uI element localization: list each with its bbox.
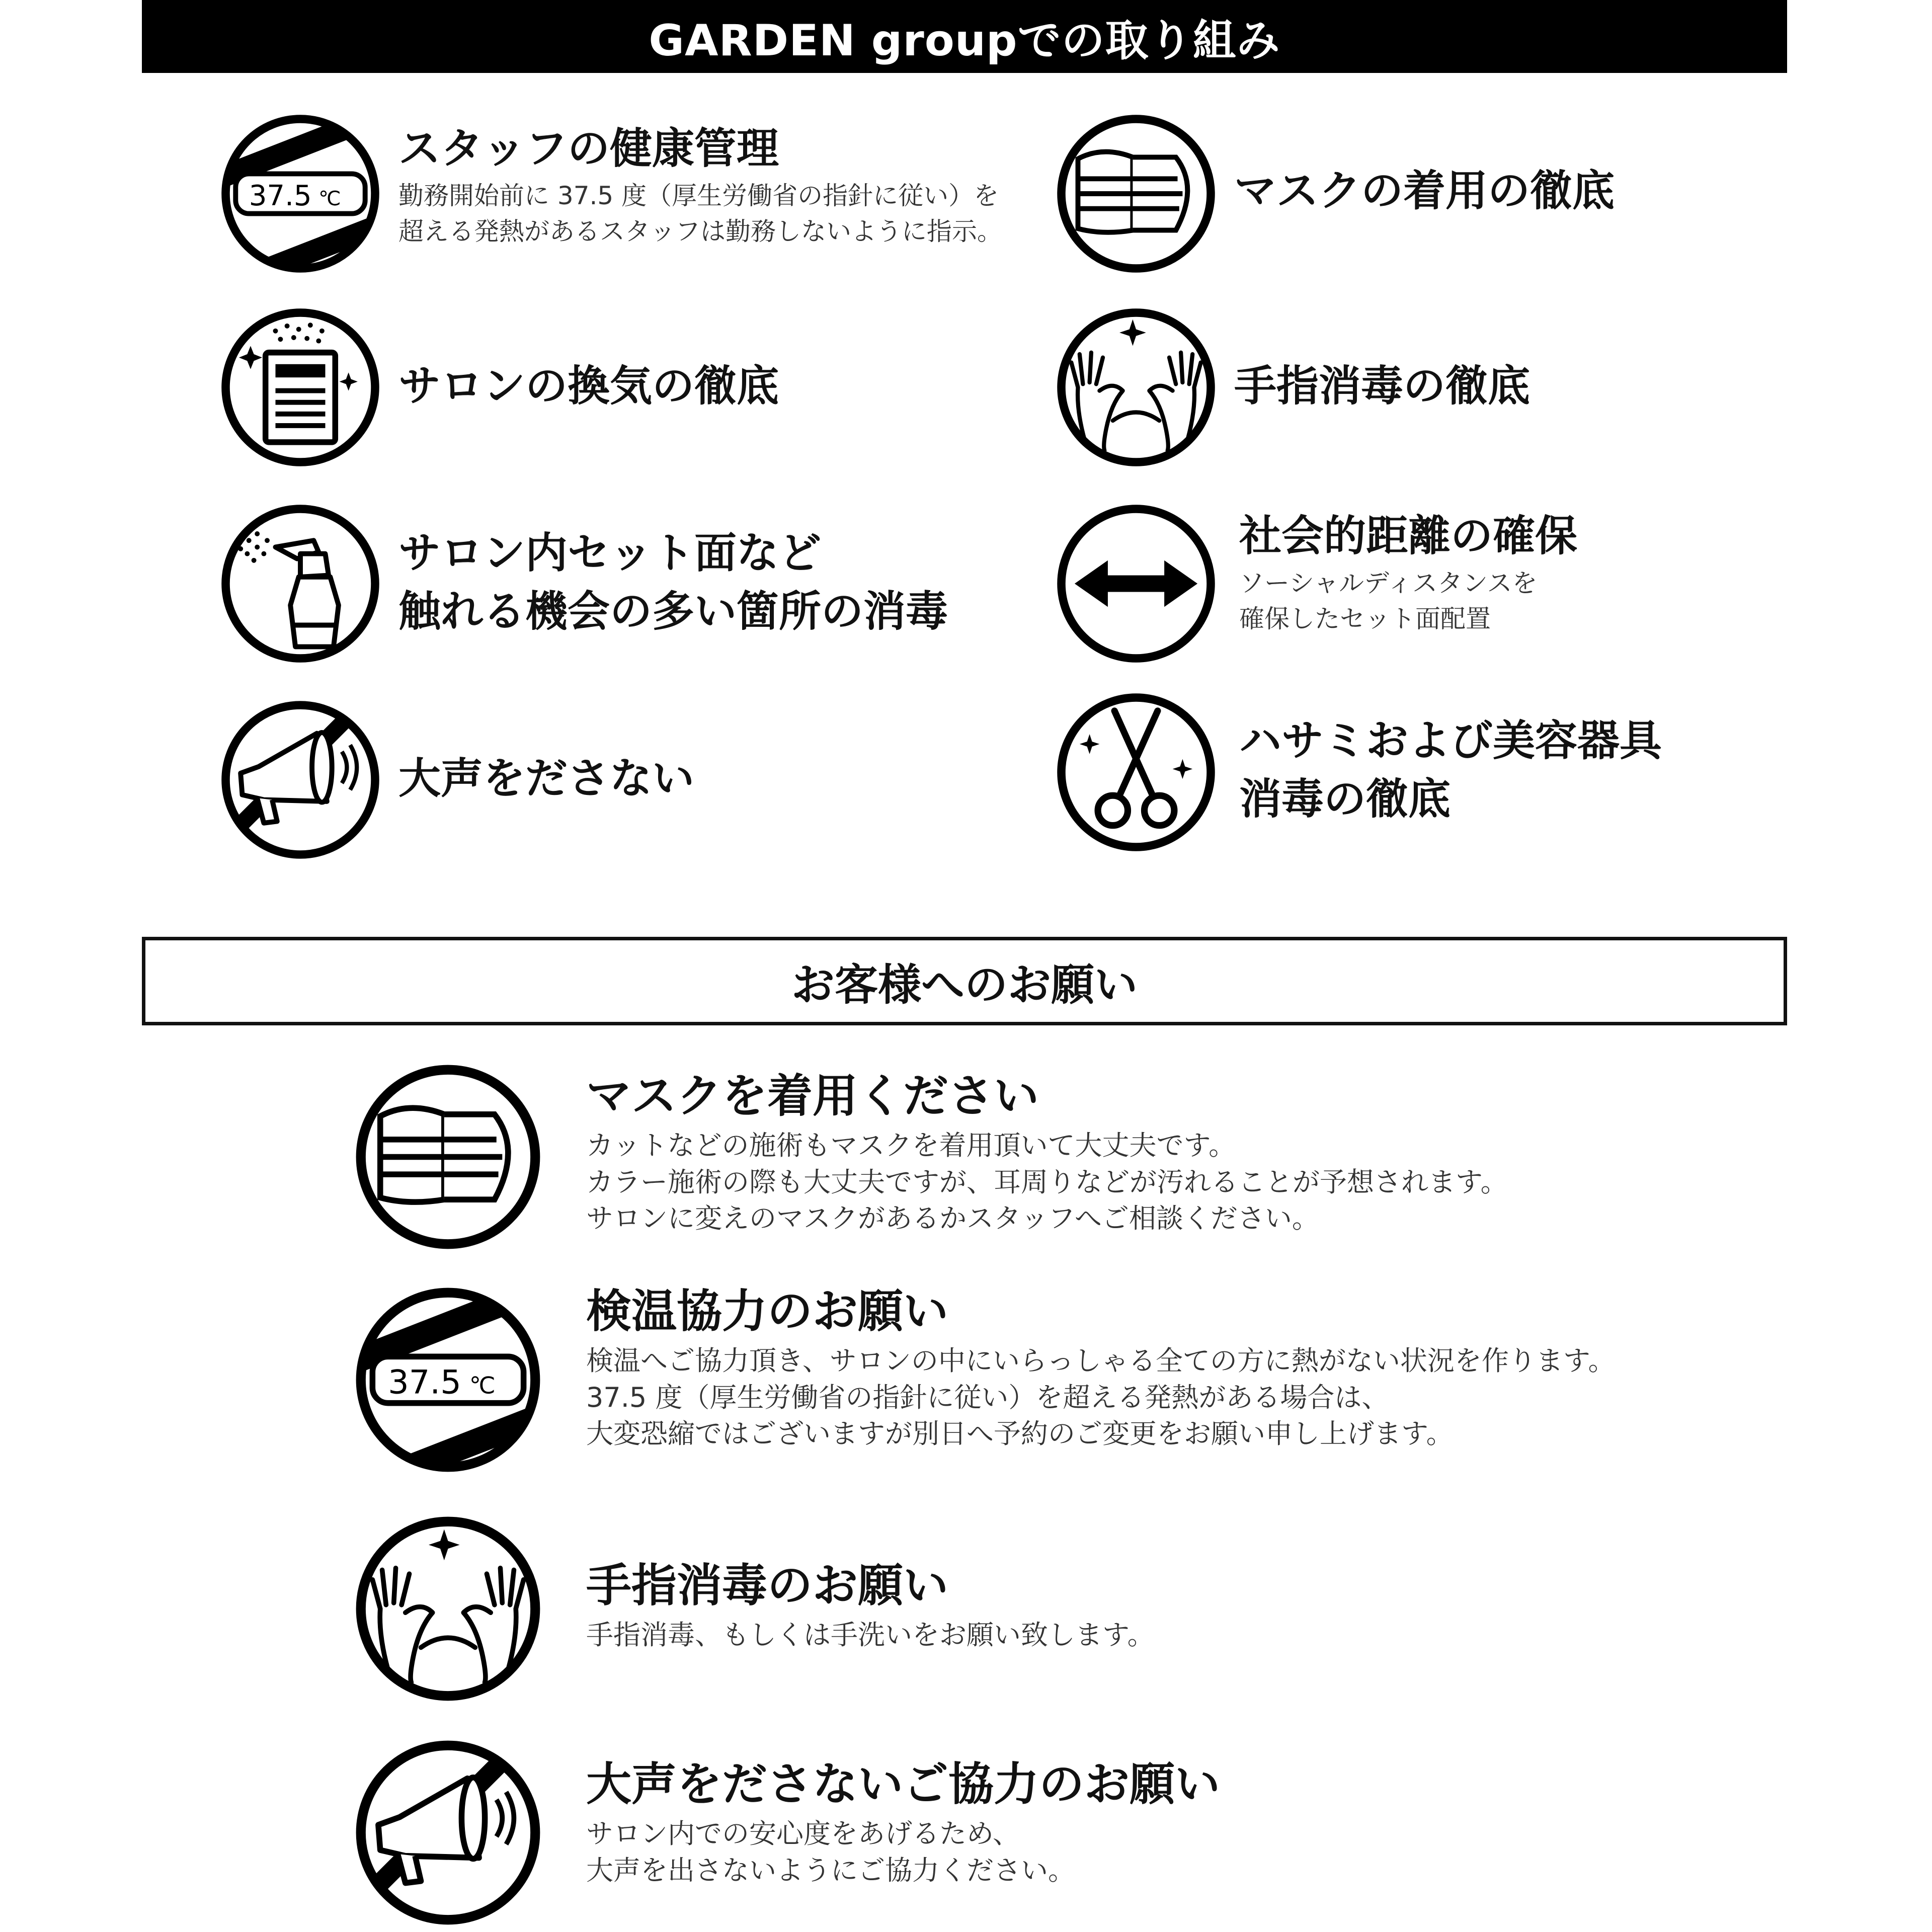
- item-title-social-distance: 社会的距離の確保: [1239, 511, 1578, 560]
- megaphone-icon: [351, 1736, 545, 1929]
- item-title-hand-disinfection: 手指消毒の徹底: [1234, 361, 1531, 411]
- request-title-temperature: 検温協力のお願い: [586, 1285, 948, 1338]
- request-desc-line: サロン内での安心度をあげるため、: [586, 1818, 1020, 1850]
- item-desc-line: 確保したセット面配置: [1239, 604, 1491, 633]
- item-title-surface-disinfection-2: 触れる機会の多い箇所の消毒: [398, 586, 948, 636]
- section-header-text: GARDEN groupでの取り組み: [649, 15, 1280, 66]
- request-desc-line: サロンに変えのマスクがあるかスタッフへご相談ください。: [586, 1202, 1319, 1234]
- item-title-no-loud-voice: 大声をださない: [398, 754, 695, 803]
- request-desc-line: 37.5 度（厚生労働省の指針に従い）を超える発熱がある場合は、: [586, 1381, 1389, 1413]
- request-desc-line: 大変恐縮ではございますが別日へ予約のご変更をお願い申し上げます。: [586, 1417, 1454, 1450]
- section-header-requests: [142, 937, 1787, 1025]
- mask-icon: [1053, 111, 1219, 277]
- spray-bottle-icon: [217, 501, 383, 667]
- item-title-tool-disinfection-2: 消毒の徹底: [1239, 774, 1451, 824]
- item-title-surface-disinfection: サロン内セット面など: [398, 528, 822, 578]
- request-title-mask: マスクを着用ください: [586, 1070, 1039, 1122]
- item-title-staff-health: スタッフの健康管理: [398, 124, 779, 173]
- air-purifier-icon: [217, 304, 383, 470]
- scissors-icon: [1053, 689, 1219, 855]
- request-desc-line: カットなどの施術もマスクを着用頂いて大丈夫です。: [586, 1130, 1236, 1162]
- mask-icon: [351, 1060, 545, 1254]
- request-title-hand-disinfection: 手指消毒のお願い: [586, 1559, 948, 1612]
- hands-icon: [1053, 304, 1219, 470]
- request-desc-line: 大声を出さないようにご協力ください。: [586, 1854, 1075, 1886]
- request-title-no-loud-voice: 大声をださないご協力のお願い: [586, 1758, 1220, 1811]
- item-desc-line: ソーシャルディスタンスを: [1239, 568, 1538, 598]
- svg-text:37.5: 37.5: [388, 1363, 461, 1402]
- item-title-mask: マスクの着用の徹底: [1234, 166, 1615, 215]
- request-desc-line: カラー施術の際も大丈夫ですが、耳周りなどが汚れることが予想されます。: [586, 1166, 1508, 1198]
- hands-icon: [351, 1512, 545, 1706]
- item-title-tool-disinfection: ハサミおよび美容器具: [1239, 716, 1662, 765]
- svg-text:℃: ℃: [469, 1372, 496, 1399]
- request-desc-line: 手指消毒、もしくは手洗いをお願い致します。: [586, 1619, 1155, 1651]
- svg-text:37.5: 37.5: [249, 180, 312, 213]
- double-arrow-icon: [1053, 501, 1219, 667]
- section-header-text: お客様へのお願い: [791, 960, 1138, 1010]
- svg-text:℃: ℃: [318, 187, 341, 211]
- request-desc-line: 検温へご協力頂き、サロンの中にいらっしゃる全ての方に熱がない状況を作ります。: [586, 1345, 1616, 1377]
- thermometer-icon: [351, 1283, 545, 1477]
- item-desc-line: 超える発熱があるスタッフは勤務しないように指示。: [398, 216, 1002, 246]
- item-title-ventilation: サロンの換気の徹底: [398, 361, 779, 411]
- item-desc-line: 勤務開始前に 37.5 度（厚生労働省の指針に従い）を: [398, 181, 999, 210]
- megaphone-icon: [217, 697, 383, 863]
- thermometer-icon: [217, 111, 383, 277]
- section-header-initiatives: [142, 0, 1787, 73]
